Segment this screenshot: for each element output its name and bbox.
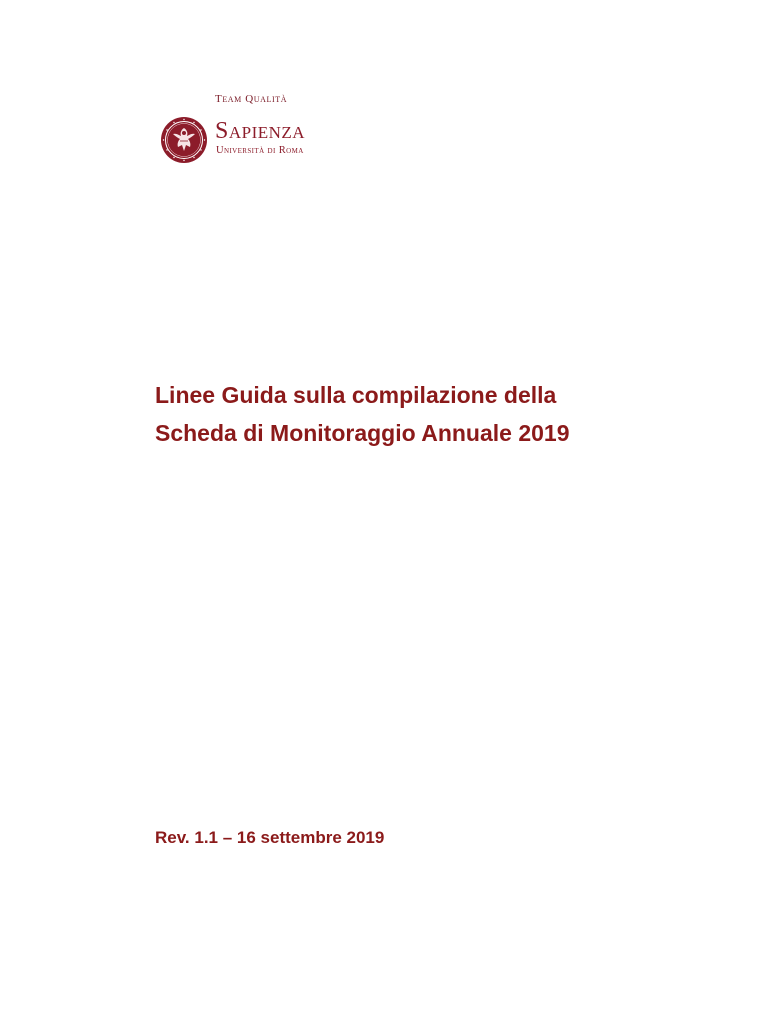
revision-date: Rev. 1.1 – 16 settembre 2019	[155, 828, 385, 847]
sapienza-logo	[160, 116, 360, 166]
document-title-line-2: Scheda di Monitoraggio Annuale 2019	[155, 420, 570, 446]
logo-name: Sapienza	[215, 118, 306, 144]
team-label: Team Qualità	[215, 93, 288, 105]
document-title	[155, 376, 715, 452]
document-title-line-1: Linee Guida sulla compilazione della	[155, 382, 557, 408]
university-seal-icon	[160, 116, 208, 164]
logo-subtitle: Università di Roma	[216, 145, 304, 156]
